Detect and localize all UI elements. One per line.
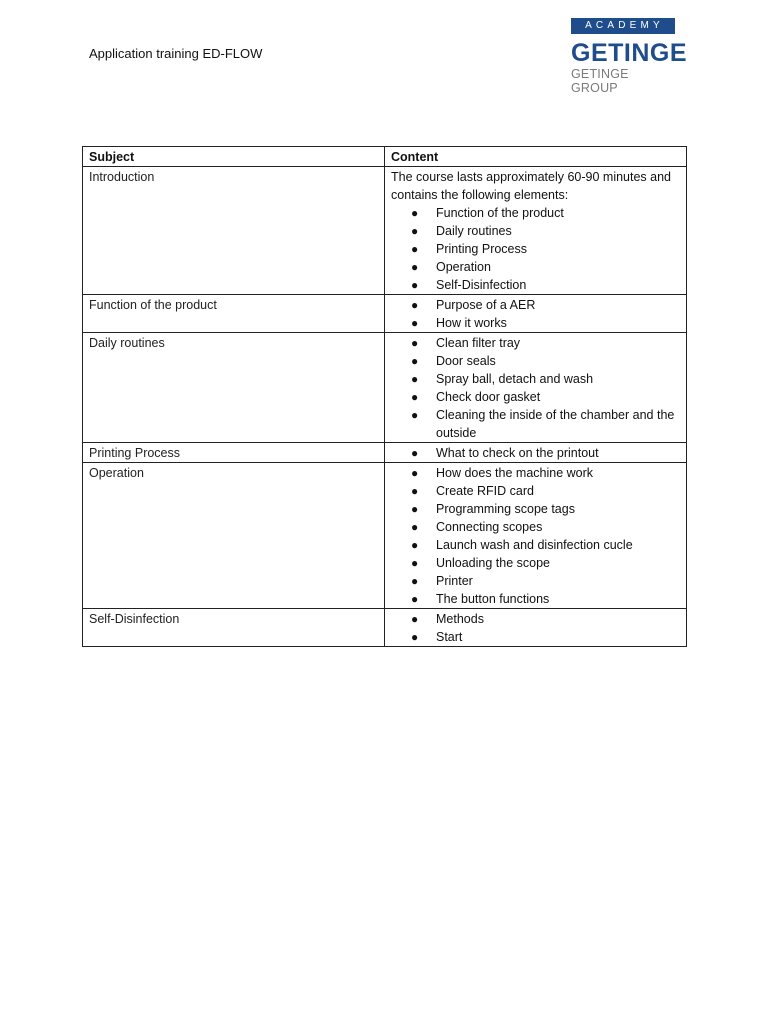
content-cell (385, 443, 687, 463)
bullet-icon: ● (411, 630, 419, 644)
list-item (391, 352, 680, 370)
logo-group-name: GETINGE GROUP (571, 67, 629, 95)
list-item-text: Methods (436, 612, 484, 626)
list-item (391, 536, 680, 554)
subject-cell: Self-Disinfection (83, 609, 385, 647)
list-item-text: Check door gasket (436, 390, 541, 404)
table-row (83, 443, 687, 463)
list-item-text: Purpose of a AER (436, 298, 536, 312)
list-item-text: Programming scope tags (436, 502, 575, 516)
list-item (391, 276, 680, 294)
bullet-icon: ● (411, 408, 419, 422)
bullet-icon: ● (411, 298, 419, 312)
content-bullet-list (391, 204, 680, 294)
list-item (391, 590, 680, 608)
list-item-text: Operation (436, 260, 491, 274)
list-item (391, 500, 680, 518)
list-item (391, 406, 680, 442)
list-item (391, 444, 680, 462)
list-item-text: Clean filter tray (436, 336, 521, 350)
table-row (83, 333, 687, 443)
course-content-table (82, 146, 687, 647)
content-intro-text: The course lasts approximately 60-90 minutes and contains the following elements: (391, 170, 672, 202)
list-item (391, 370, 680, 388)
subject-cell: Daily routines (83, 333, 385, 443)
list-item-text: Create RFID card (436, 484, 534, 498)
bullet-icon: ● (411, 484, 419, 498)
list-item (391, 388, 680, 406)
bullet-icon: ● (411, 372, 419, 386)
list-item-text: Door seals (436, 354, 496, 368)
list-item-text: Spray ball, detach and wash (436, 372, 594, 386)
list-item-text: How it works (436, 316, 507, 330)
bullet-icon: ● (411, 612, 419, 626)
bullet-icon: ● (411, 316, 419, 330)
bullet-icon: ● (411, 592, 419, 606)
bullet-icon: ● (411, 574, 419, 588)
bullet-icon: ● (411, 446, 419, 460)
bullet-icon: ● (411, 354, 419, 368)
list-item-text: What to check on the printout (436, 446, 599, 460)
bullet-icon: ● (411, 466, 419, 480)
content-bullet-list (391, 610, 680, 646)
content-bullet-list (391, 334, 680, 442)
bullet-icon: ● (411, 390, 419, 404)
list-item (391, 464, 680, 482)
content-cell (385, 333, 687, 443)
list-item (391, 554, 680, 572)
content-cell (385, 463, 687, 609)
list-item-text: Start (436, 630, 463, 644)
logo-academy-banner: ACADEMY (571, 18, 675, 34)
list-item (391, 334, 680, 352)
content-cell (385, 609, 687, 647)
subject-column-header: Subject (83, 147, 385, 167)
subject-cell: Operation (83, 463, 385, 609)
list-item-text: Printing Process (436, 242, 528, 256)
list-item (391, 610, 680, 628)
list-item-text: Connecting scopes (436, 520, 543, 534)
list-item-text: Daily routines (436, 224, 512, 238)
list-item (391, 628, 680, 646)
bullet-icon: ● (411, 556, 419, 570)
list-item-text: How does the machine work (436, 466, 594, 480)
bullet-icon: ● (411, 242, 419, 256)
content-column-header: Content (385, 147, 687, 167)
subject-cell: Introduction (83, 167, 385, 295)
list-item (391, 518, 680, 536)
bullet-icon: ● (411, 260, 419, 274)
document-header-title: Application training ED-FLOW (89, 46, 263, 61)
list-item (391, 314, 680, 332)
bullet-icon: ● (411, 520, 419, 534)
table-row (83, 295, 687, 333)
content-cell (385, 167, 687, 295)
list-item (391, 482, 680, 500)
subject-cell: Function of the product (83, 295, 385, 333)
list-item (391, 572, 680, 590)
list-item (391, 204, 680, 222)
bullet-icon: ● (411, 336, 419, 350)
bullet-icon: ● (411, 502, 419, 516)
list-item (391, 240, 680, 258)
list-item (391, 222, 680, 240)
list-item-text: Launch wash and disinfection cucle (436, 538, 633, 552)
content-bullet-list (391, 296, 680, 332)
list-item (391, 296, 680, 314)
list-item-text: Unloading the scope (436, 556, 550, 570)
table-body (83, 167, 687, 647)
logo-brand-name: GETINGE (571, 39, 688, 67)
list-item-text: Self-Disinfection (436, 278, 527, 292)
content-bullet-list (391, 444, 680, 462)
list-item-text: Function of the product (436, 206, 564, 220)
table-row (83, 167, 687, 295)
table-header-row (83, 147, 687, 167)
content-bullet-list (391, 464, 680, 608)
bullet-icon: ● (411, 224, 419, 238)
list-item-text: Printer (436, 574, 473, 588)
content-cell (385, 295, 687, 333)
bullet-icon: ● (411, 538, 419, 552)
bullet-icon: ● (411, 206, 419, 220)
table-row (83, 609, 687, 647)
subject-cell: Printing Process (83, 443, 385, 463)
table-row (83, 463, 687, 609)
list-item-text: Cleaning the inside of the chamber and the outside (436, 408, 675, 440)
list-item (391, 258, 680, 276)
getinge-academy-logo (571, 18, 688, 95)
bullet-icon: ● (411, 278, 419, 292)
list-item-text: The button functions (436, 592, 550, 606)
